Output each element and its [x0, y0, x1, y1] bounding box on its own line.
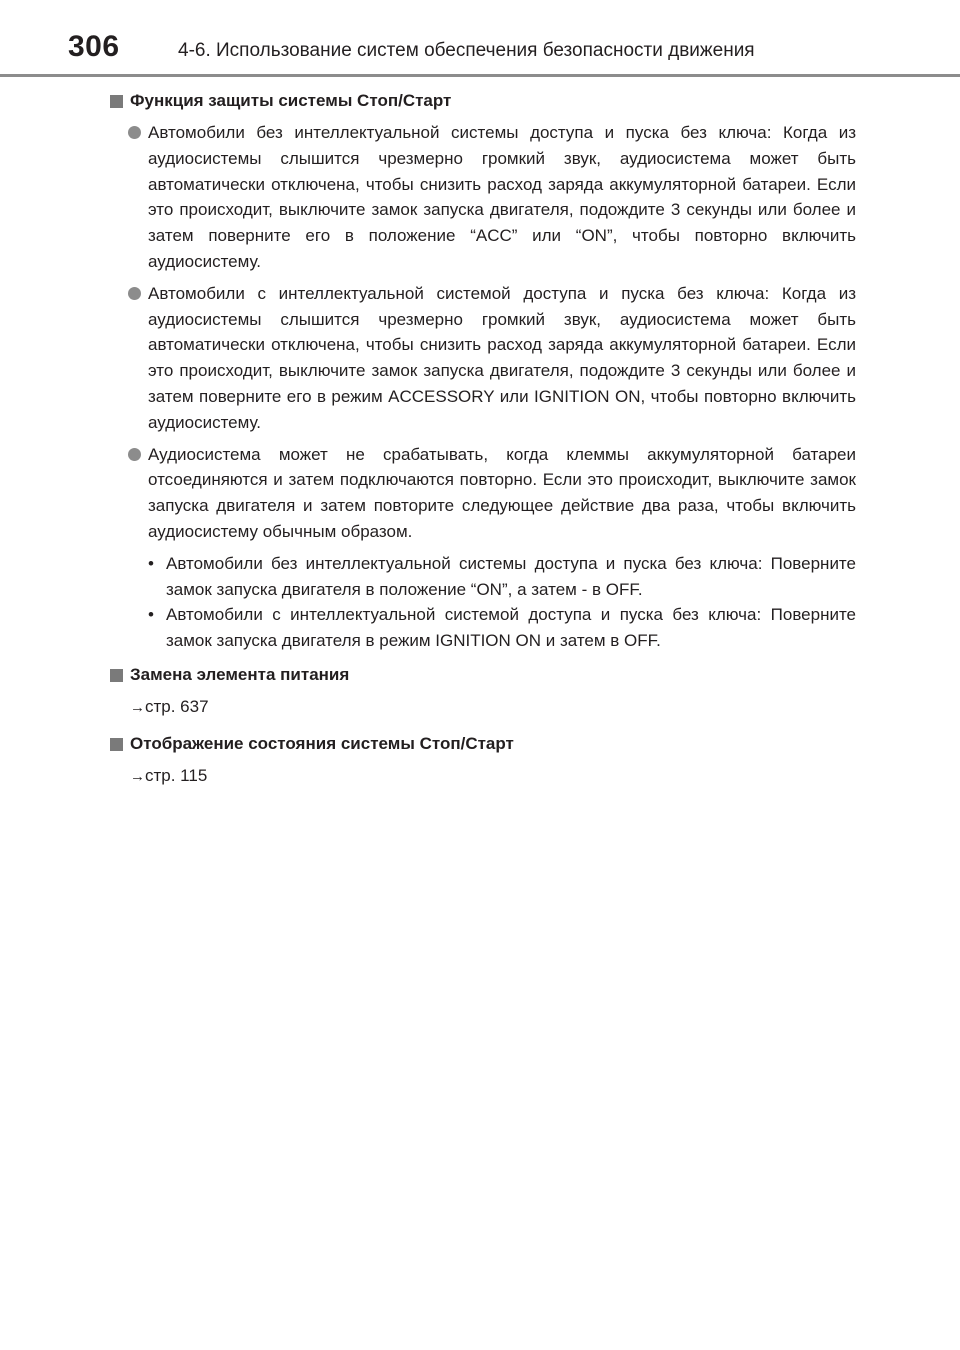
sub-list-item — [108, 551, 856, 603]
square-bullet-icon — [110, 669, 123, 682]
square-bullet-icon — [110, 738, 123, 751]
reference-text: стр. 115 — [145, 765, 208, 785]
page-reference[interactable] — [108, 694, 856, 721]
reference-text: стр. 637 — [145, 696, 209, 716]
item-text: Аудиосистема может не срабатывать, когда клеммы аккумуляторной батареи отсоединяются и затем подключаются повторно. Если это происходит, выключите замок запуска двигателя и затем повторите следующее действие два раза, чтобы включить аудиосистему обычным образом. — [148, 444, 856, 541]
page-reference[interactable] — [108, 763, 856, 790]
subitem-text: Автомобили без интеллектуальной системы доступа и пуска без ключа: Поверните замок запуска двигателя в положение “ON”, а затем - в OFF. — [166, 553, 856, 599]
circle-bullet-icon — [128, 126, 141, 139]
section-title: Функция защиты системы Стоп/Старт — [130, 91, 452, 110]
list-item — [108, 281, 856, 436]
item-text: Автомобили без интеллектуальной системы доступа и пуска без ключа: Когда из аудиосистемы слышится чрезмерно громкий звук, аудиосистема может быть автоматически отключена, чтобы снизить расход заряда аккумуляторной батареи. Если это происходит, выключите замок запуска двигателя, подождите 3 секунды или более и затем поверните его в положение “ACC” или “ON”, чтобы повторно включить аудиосистему. — [148, 123, 856, 271]
section-title: Замена элемента питания — [130, 664, 350, 684]
chapter-title: 4-6. Использование систем обеспечения безопасности движения — [178, 40, 755, 61]
section-heading-stop-start-status — [108, 731, 856, 757]
section-heading-battery-replacement — [108, 662, 856, 688]
arrow-right-icon: → — [130, 767, 145, 785]
list-item — [108, 120, 856, 275]
dot-bullet-icon: • — [148, 605, 154, 625]
circle-bullet-icon — [128, 287, 141, 300]
dot-bullet-icon: • — [148, 553, 154, 573]
section-title: Отображение состояния системы Стоп/Старт — [130, 733, 514, 753]
square-bullet-icon — [110, 95, 123, 108]
arrow-right-icon: → — [130, 698, 145, 716]
item-text: Автомобили с интеллектуальной системой доступа и пуска без ключа: Когда из аудиосистемы слышится чрезмерно громкий звук, аудиосистема может быть автоматически отключена, чтобы снизить расход заряда аккумуляторной батареи. Если это происходит, выключите замок запуска двигателя, подождите 3 секунды или более и затем поверните его в режим ACCESSORY или IGNITION ON, чтобы повторно включить аудиосистему. — [148, 283, 856, 432]
page-number: 306 — [68, 30, 120, 63]
subitem-text: Автомобили с интеллектуальной системой доступа и пуска без ключа: Поверните замок запуска двигателя в режим IGNITION ON и затем в OFF. — [166, 605, 856, 651]
list-item — [108, 442, 856, 545]
page-content — [108, 88, 856, 800]
circle-bullet-icon — [128, 448, 141, 461]
sub-list-item — [108, 602, 856, 654]
section-heading-stop-start-protection — [108, 88, 856, 114]
header-divider — [0, 74, 960, 77]
page-header — [0, 0, 960, 80]
